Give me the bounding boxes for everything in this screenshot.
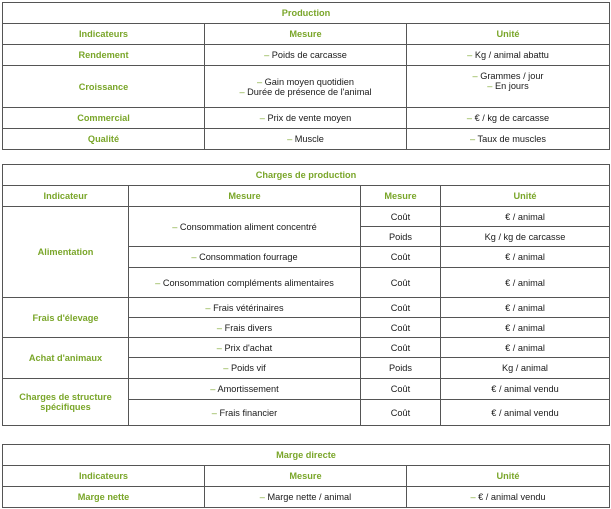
marge-title: Marge directe <box>3 445 610 466</box>
table-row <box>3 379 610 400</box>
production-header-unite: Unité <box>407 24 610 45</box>
unit-cell: € / animal vendu <box>441 400 610 426</box>
row-label: Rendement <box>3 45 205 66</box>
row-label: Croissance <box>3 66 205 108</box>
measure-cell: – Consommation aliment concentré <box>129 207 361 247</box>
charges-header-mesure: Mesure <box>129 186 361 207</box>
type-cell: Coût <box>361 318 441 338</box>
measure-cell: – Frais financier <box>129 400 361 426</box>
charges-title: Charges de production <box>3 165 610 186</box>
unit-cell: – Grammes / jour – En jours <box>407 66 610 108</box>
type-cell: Coût <box>361 400 441 426</box>
marge-header-unite: Unité <box>407 466 610 487</box>
measure-cell: – Consommation fourrage <box>129 247 361 268</box>
unit-cell: € / animal <box>441 247 610 268</box>
measure-cell: – Frais divers <box>129 318 361 338</box>
group-label-frais-elevage: Frais d'élevage <box>3 298 129 338</box>
unit-cell: Kg / kg de carcasse <box>441 227 610 247</box>
marge-header-mesure: Mesure <box>205 466 407 487</box>
table-row <box>3 66 610 108</box>
measure-cell: – Prix d'achat <box>129 338 361 358</box>
marge-table <box>2 444 610 508</box>
row-label: Marge nette <box>3 487 205 508</box>
unit-cell: € / animal <box>441 268 610 298</box>
group-label-charges-structure: Charges de structure spécifiques <box>3 379 129 426</box>
measure-cell: – Poids de carcasse <box>205 45 407 66</box>
charges-header-unite: Unité <box>441 186 610 207</box>
group-label-achat-animaux: Achat d'animaux <box>3 338 129 379</box>
type-cell: Poids <box>361 227 441 247</box>
row-label: Commercial <box>3 108 205 129</box>
measure-cell: – Amortissement <box>129 379 361 400</box>
row-label: Qualité <box>3 129 205 150</box>
unit-cell: – Kg / animal abattu <box>407 45 610 66</box>
table-row <box>3 108 610 129</box>
unit-cell: € / animal <box>441 318 610 338</box>
unit-cell: € / animal <box>441 298 610 318</box>
unit-cell: € / animal <box>441 338 610 358</box>
unit-cell: Kg / animal <box>441 358 610 379</box>
charges-header-indicateur: Indicateur <box>3 186 129 207</box>
type-cell: Coût <box>361 379 441 400</box>
type-cell: Coût <box>361 298 441 318</box>
type-cell: Coût <box>361 247 441 268</box>
measure-cell: – Muscle <box>205 129 407 150</box>
unit-cell: € / animal vendu <box>441 379 610 400</box>
charges-header-mesure-type: Mesure <box>361 186 441 207</box>
unit-cell: – Taux de muscles <box>407 129 610 150</box>
production-header-mesure: Mesure <box>205 24 407 45</box>
measure-cell: – Frais vétérinaires <box>129 298 361 318</box>
type-cell: Coût <box>361 207 441 227</box>
table-row <box>3 45 610 66</box>
measure-cell: – Prix de vente moyen <box>205 108 407 129</box>
table-row <box>3 129 610 150</box>
measure-cell: – Marge nette / animal <box>205 487 407 508</box>
type-cell: Coût <box>361 338 441 358</box>
measure-cell: – Consommation compléments alimentaires <box>129 268 361 298</box>
type-cell: Poids <box>361 358 441 379</box>
table-row <box>3 338 610 358</box>
table-row <box>3 487 610 508</box>
production-table <box>2 2 610 150</box>
measure-cell: – Poids vif <box>129 358 361 379</box>
production-title: Production <box>3 3 610 24</box>
group-label-alimentation: Alimentation <box>3 207 129 298</box>
measure-cell: – Gain moyen quotidien – Durée de présence de l'animal <box>205 66 407 108</box>
unit-cell: – € / kg de carcasse <box>407 108 610 129</box>
unit-cell: € / animal <box>441 207 610 227</box>
production-header-indicateurs: Indicateurs <box>3 24 205 45</box>
type-cell: Coût <box>361 268 441 298</box>
table-row <box>3 207 610 227</box>
marge-header-indicateurs: Indicateurs <box>3 466 205 487</box>
unit-cell: – € / animal vendu <box>407 487 610 508</box>
table-row <box>3 298 610 318</box>
charges-table <box>2 164 610 426</box>
